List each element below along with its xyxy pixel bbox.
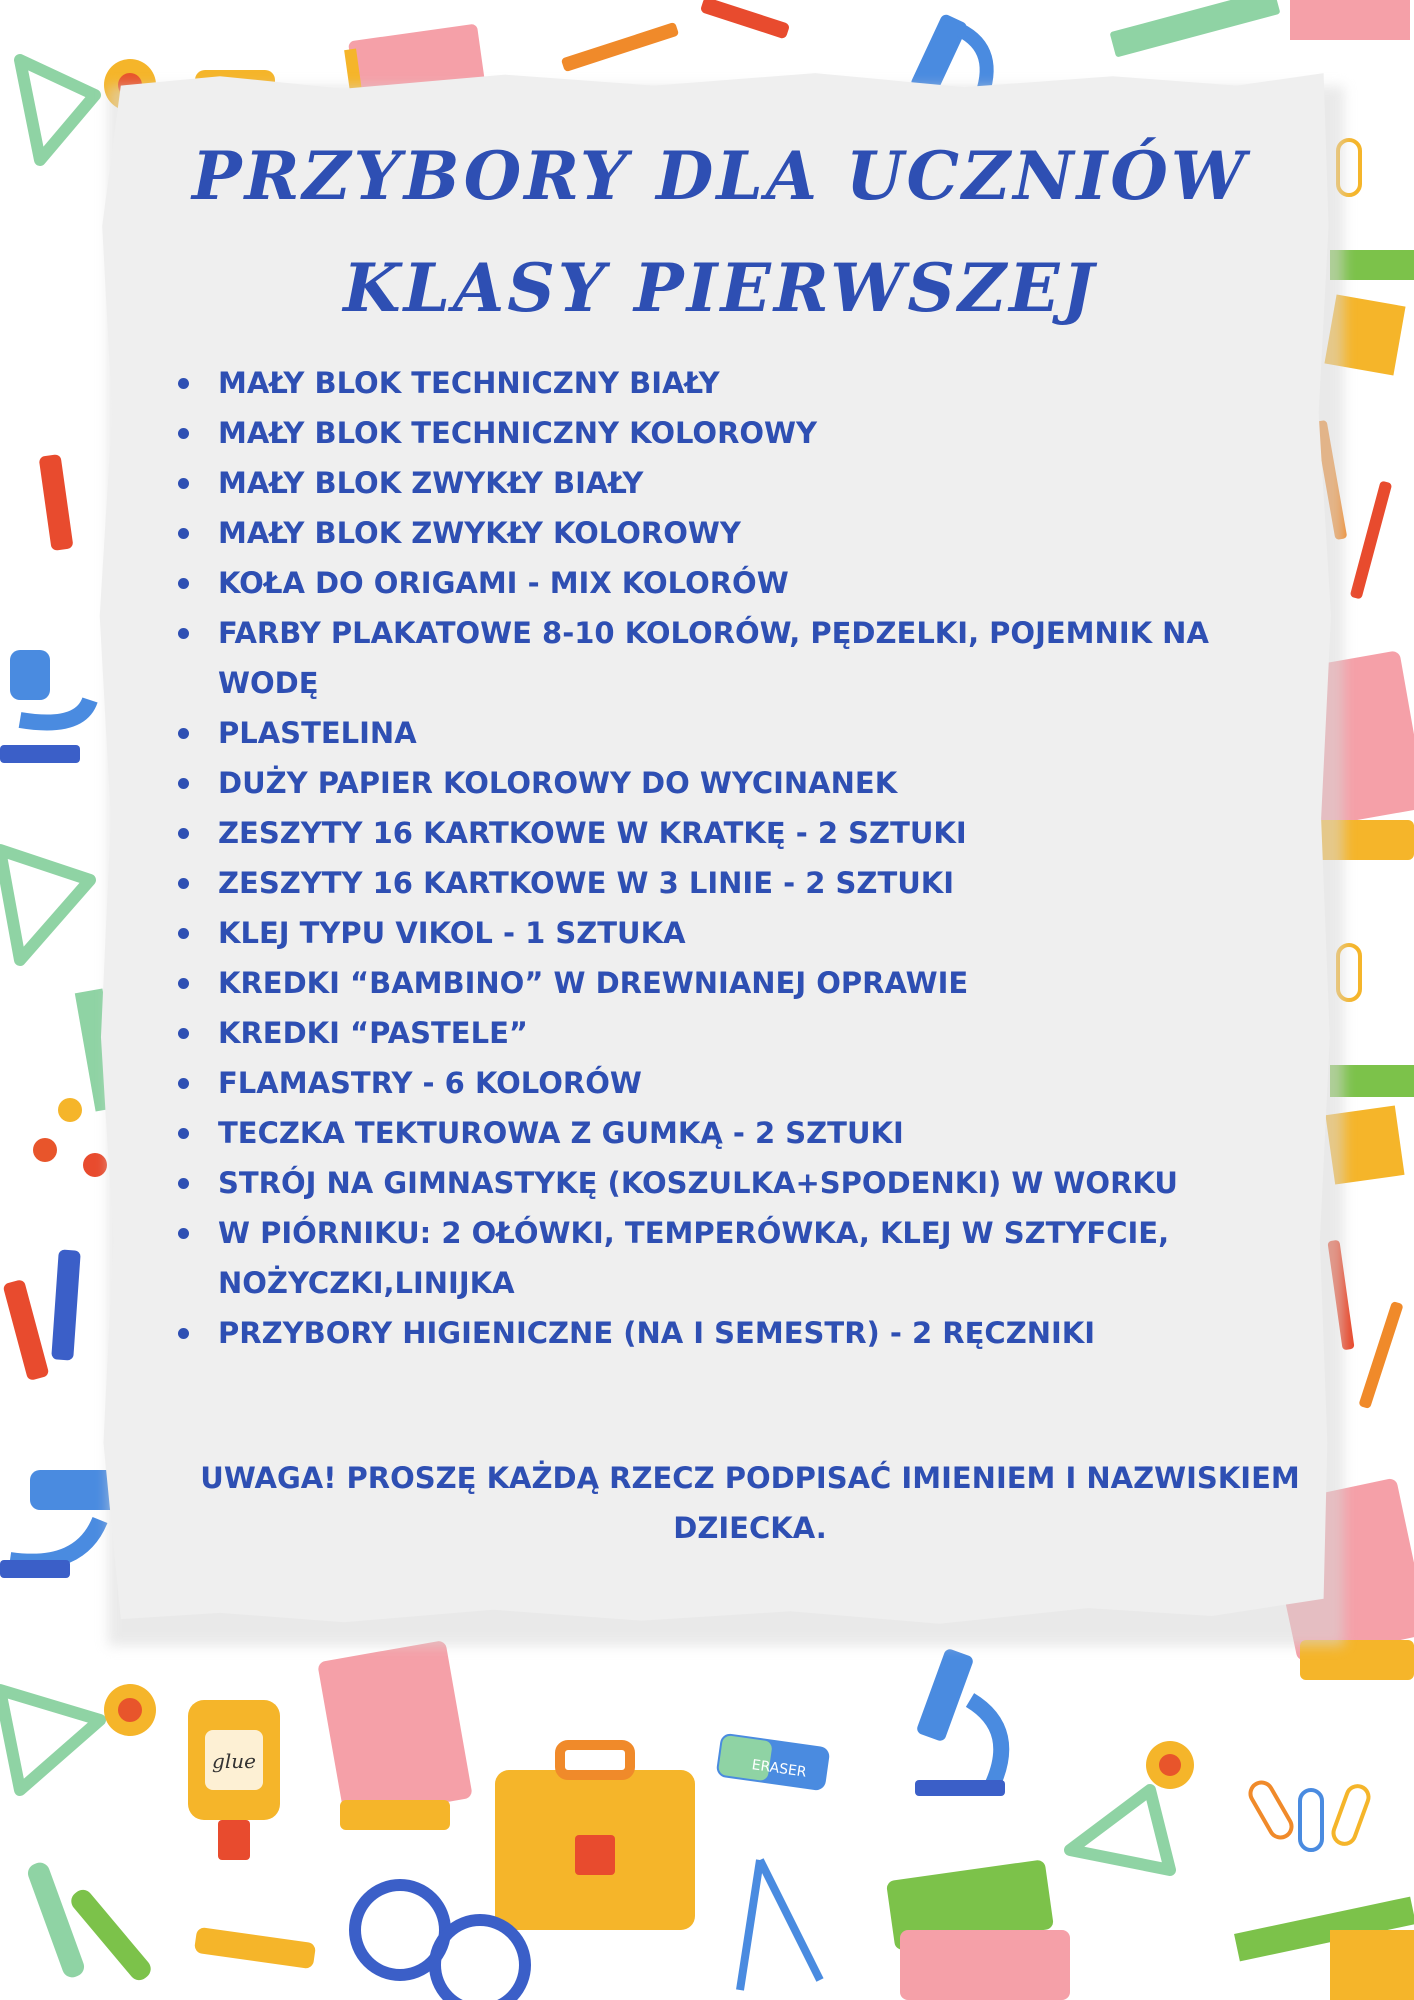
pencil-icon: [561, 0, 790, 72]
eraser-icon: [715, 1733, 830, 1792]
list-item: MAŁY BLOK TECHNICZNY BIAŁY: [176, 358, 1306, 408]
list-item: FARBY PLAKATOWE 8-10 KOLORÓW, PĘDZELKI, POJEMNIK NA WODĘ: [176, 608, 1306, 708]
list-item: PLASTELINA: [176, 708, 1306, 758]
ruler-icon: [1110, 0, 1410, 58]
compass-left-icon: [0, 850, 90, 960]
divider-tool-icon: [740, 1860, 820, 1990]
list-item: STRÓJ NA GIMNASTYKĘ (KOSZULKA+SPODENKI) W WORKU: [176, 1158, 1306, 1208]
supplies-list: [176, 358, 1306, 1358]
paperclip-bottom-icon: [1246, 1779, 1371, 1850]
list-item: FLAMASTRY - 6 KOLORÓW: [176, 1058, 1306, 1108]
list-item: DUŻY PAPIER KOLOROWY DO WYCINANEK: [176, 758, 1306, 808]
highlighter-icon: [194, 1927, 316, 1969]
list-item: ZESZYTY 16 KARTKOWE W KRATKĘ - 2 SZTUKI: [176, 808, 1306, 858]
briefcase-icon: [495, 1745, 695, 1930]
title-line-2: KLASY PIERWSZEJ: [343, 249, 1097, 327]
books-stack-icon: [886, 1859, 1070, 2000]
page-title: [150, 120, 1290, 344]
list-item: TECZKA TEKTUROWA Z GUMKĄ - 2 SZTUKI: [176, 1108, 1306, 1158]
glue-label: glue: [212, 1749, 256, 1773]
list-item: KLEJ TYPU VIKOL - 1 SZTUKA: [176, 908, 1306, 958]
test-tube-icon: [25, 1860, 155, 1984]
important-note: UWAGA! PROSZĘ KAŻDĄ RZECZ PODPISAĆ IMIENIEM I NAZWISKIEM DZIECKA.: [200, 1461, 1300, 1545]
notebook-bottom-icon: [317, 1640, 473, 1830]
list-item: KREDKI “PASTELE”: [176, 1008, 1306, 1058]
eraser-label: ERASER: [750, 1757, 808, 1781]
microscope-bottom-icon: [915, 1648, 1005, 1796]
list-item: KREDKI “BAMBINO” W DREWNIANEJ OPRAWIE: [176, 958, 1306, 1008]
list-item: ZESZYTY 16 KARTKOWE W 3 LINIE - 2 SZTUKI: [176, 858, 1306, 908]
glue-bottle-bottom-icon: [188, 1700, 280, 1860]
compass-bottom-icon: [0, 1684, 156, 1790]
list-item: MAŁY BLOK ZWYKŁY KOLOROWY: [176, 508, 1306, 558]
list-item: KOŁA DO ORIGAMI - MIX KOLORÓW: [176, 558, 1306, 608]
list-item: MAŁY BLOK ZWYKŁY BIAŁY: [176, 458, 1306, 508]
list-item: PRZYBORY HIGIENICZNE (NA I SEMESTR) - 2 RĘCZNIKI: [176, 1308, 1306, 1358]
ruler-bottom-icon: [1234, 1897, 1414, 2000]
list-item: W PIÓRNIKU: 2 OŁÓWKI, TEMPERÓWKA, KLEJ W SZTYFCIE, NOŻYCZKI,LINIJKA: [176, 1208, 1306, 1308]
title-line-1: PRZYBORY DLA UCZNIÓW: [191, 137, 1249, 215]
compass-bottom-right-icon: [1070, 1741, 1194, 1870]
list-item: MAŁY BLOK TECHNICZNY KOLOROWY: [176, 408, 1306, 458]
